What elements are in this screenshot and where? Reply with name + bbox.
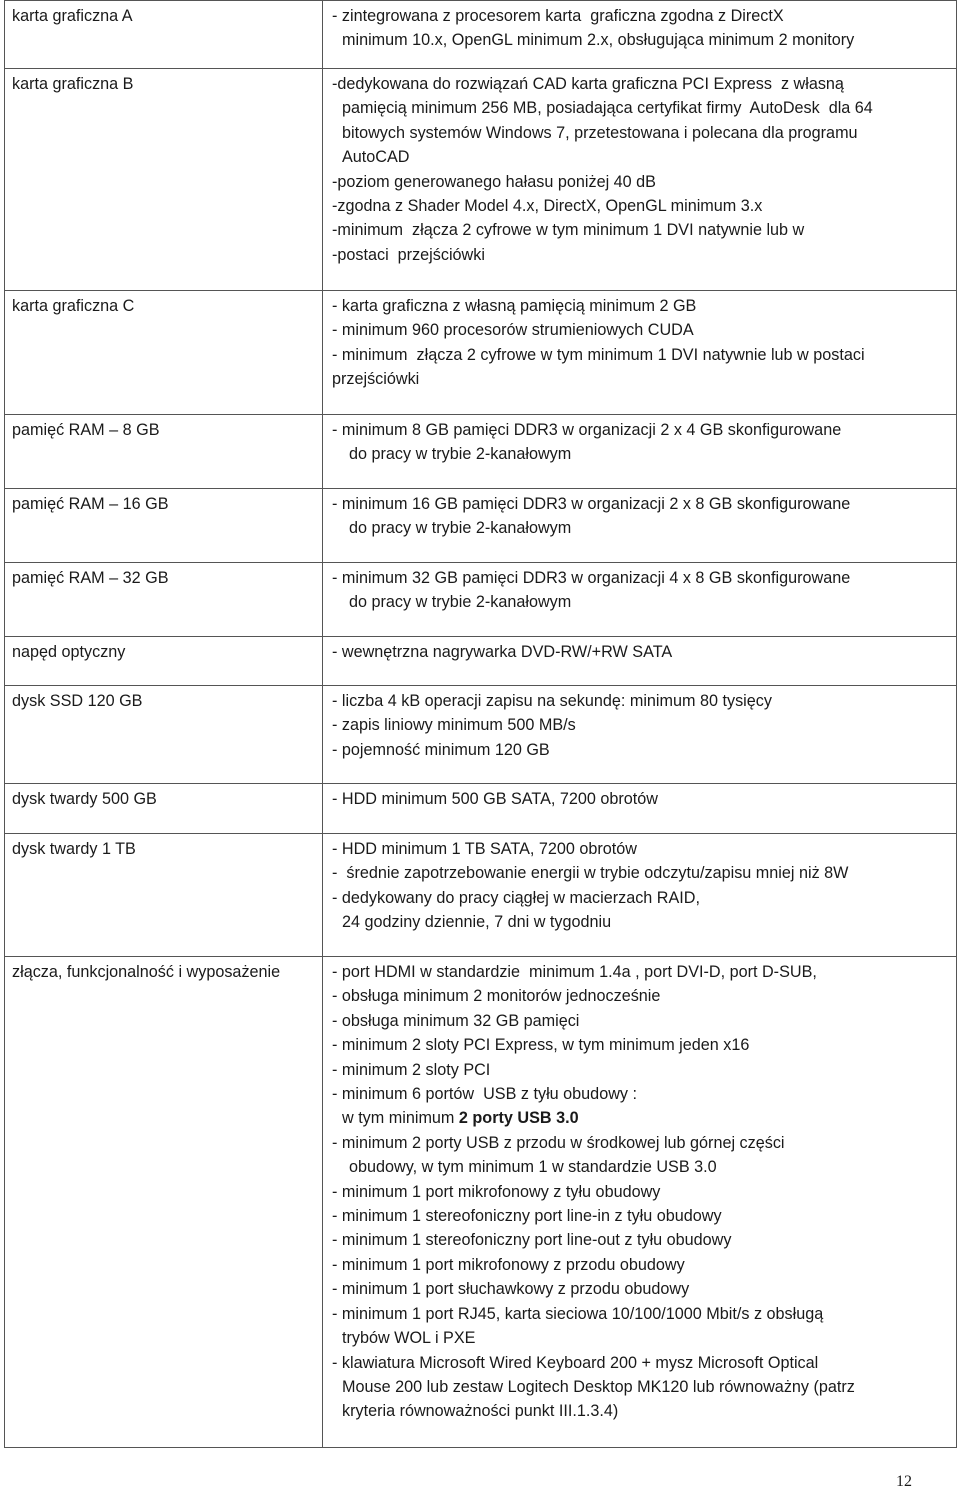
- spec-line: - minimum 1 port RJ45, karta sieciowa 10/100/1000 Mbit/s z obsługą: [332, 1304, 824, 1323]
- spec-value: [323, 686, 957, 784]
- spec-row-hdd-1tb: [5, 834, 957, 957]
- spec-line: AutoCAD: [342, 148, 410, 167]
- spec-row-ram-8: [5, 415, 957, 489]
- spec-line: - średnie zapotrzebowanie energii w trybie odczytu/zapisu mniej niż 8W: [332, 864, 849, 883]
- spec-value: [323, 834, 957, 957]
- spec-value: [323, 1, 957, 69]
- spec-line: - karta graficzna z własną pamięcią minimum 2 GB: [332, 297, 697, 315]
- spec-line: minimum 10.x, OpenGL minimum 2.x, obsługująca minimum 2 monitory: [342, 31, 855, 50]
- spec-label: karta graficzna C: [5, 291, 323, 415]
- spec-line: bitowych systemów Windows 7, przetestowana i polecana dla programu: [342, 123, 858, 142]
- spec-line: - HDD minimum 1 TB SATA, 7200 obrotów: [332, 840, 637, 858]
- spec-value: [323, 784, 957, 834]
- spec-line: do pracy w trybie 2-kanałowym: [349, 519, 572, 538]
- spec-line: - wewnętrzna nagrywarka DVD-RW/+RW SATA: [332, 643, 673, 661]
- spec-label: dysk twardy 1 TB: [5, 834, 323, 957]
- spec-line: - minimum 1 stereofoniczny port line-out z tyłu obudowy: [332, 1231, 732, 1250]
- spec-line: pamięcią minimum 256 MB, posiadająca certyfikat firmy AutoDesk dla 64: [342, 99, 873, 118]
- spec-line: Mouse 200 lub zestaw Logitech Desktop MK120 lub równoważny (patrz: [342, 1377, 855, 1396]
- spec-line: - minimum 1 port mikrofonowy z tyłu obudowy: [332, 1182, 661, 1201]
- spec-label: dysk twardy 500 GB: [5, 784, 323, 834]
- spec-line: -minimum złącza 2 cyfrowe w tym minimum 1 DVI natywnie lub w: [332, 221, 805, 240]
- spec-row-ram-16: [5, 489, 957, 563]
- spec-value: [323, 69, 957, 291]
- spec-line: - minimum 960 procesorów strumieniowych CUDA: [332, 321, 694, 340]
- spec-label: pamięć RAM – 8 GB: [5, 415, 323, 489]
- spec-line: - minimum 6 portów USB z tyłu obudowy :: [332, 1085, 637, 1104]
- spec-line: kryteria równoważności punkt III.1.3.4): [342, 1402, 619, 1421]
- spec-row-optical-drive: [5, 637, 957, 686]
- spec-label: złącza, funkcjonalność i wyposażenie: [5, 957, 323, 1448]
- spec-line: - obsługa minimum 32 GB pamięci: [332, 1011, 580, 1030]
- spec-line: - pojemność minimum 120 GB: [332, 740, 550, 759]
- spec-line: - minimum 32 GB pamięci DDR3 w organizacji 4 x 8 GB skonfigurowane: [332, 569, 851, 587]
- spec-row-hdd-500: [5, 784, 957, 834]
- spec-line: - minimum 8 GB pamięci DDR3 w organizacji 2 x 4 GB skonfigurowane: [332, 421, 842, 439]
- spec-line: do pracy w trybie 2-kanałowym: [349, 593, 572, 612]
- spec-value: [323, 563, 957, 637]
- spec-line: - minimum 1 stereofoniczny port line-in z tyłu obudowy: [332, 1207, 722, 1226]
- spec-line: - dedykowany do pracy ciągłej w macierzach RAID,: [332, 888, 700, 907]
- spec-row-graphics-b: [5, 69, 957, 291]
- spec-line: do pracy w trybie 2-kanałowym: [349, 445, 572, 464]
- spec-row-graphics-c: [5, 291, 957, 415]
- spec-row-ram-32: [5, 563, 957, 637]
- spec-value: [323, 291, 957, 415]
- spec-line: - klawiatura Microsoft Wired Keyboard 200 + mysz Microsoft Optical: [332, 1353, 819, 1372]
- spec-line: -dedykowana do rozwiązań CAD karta graficzna PCI Express z własną: [332, 75, 844, 93]
- spec-line: - liczba 4 kB operacji zapisu na sekundę: minimum 80 tysięcy: [332, 692, 772, 710]
- spec-line: - zintegrowana z procesorem karta graficzna zgodna z DirectX: [332, 7, 784, 25]
- spec-value: [323, 637, 957, 686]
- spec-line: - minimum 1 port mikrofonowy z przodu obudowy: [332, 1255, 685, 1274]
- spec-value: [323, 957, 957, 1448]
- spec-label: dysk SSD 120 GB: [5, 686, 323, 784]
- spec-line: - minimum 2 porty USB z przodu w środkowej lub górnej części: [332, 1133, 785, 1152]
- spec-line: - HDD minimum 500 GB SATA, 7200 obrotów: [332, 790, 658, 808]
- specification-table: [4, 0, 957, 1448]
- spec-label: pamięć RAM – 32 GB: [5, 563, 323, 637]
- spec-row-graphics-a: [5, 1, 957, 69]
- spec-line: 24 godziny dziennie, 7 dni w tygodniu: [342, 913, 612, 932]
- spec-value: [323, 415, 957, 489]
- spec-line: - minimum 2 sloty PCI: [332, 1060, 491, 1079]
- spec-line: [332, 1106, 950, 1130]
- spec-line: -zgodna z Shader Model 4.x, DirectX, OpenGL minimum 3.x: [332, 197, 763, 216]
- spec-line: - obsługa minimum 2 monitorów jednocześnie: [332, 987, 661, 1006]
- spec-label: pamięć RAM – 16 GB: [5, 489, 323, 563]
- spec-line-text: w tym minimum: [342, 1109, 459, 1128]
- spec-line: - minimum 1 port słuchawkowy z przodu obudowy: [332, 1280, 690, 1299]
- spec-label: napęd optyczny: [5, 637, 323, 686]
- spec-line: trybów WOL i PXE: [342, 1329, 476, 1348]
- spec-row-ports-features: [5, 957, 957, 1448]
- spec-line: -poziom generowanego hałasu poniżej 40 dB: [332, 172, 656, 191]
- spec-label: karta graficzna B: [5, 69, 323, 291]
- spec-line: - port HDMI w standardzie minimum 1.4a , port DVI-D, port D-SUB,: [332, 963, 817, 981]
- spec-line: - minimum złącza 2 cyfrowe w tym minimum 1 DVI natywnie lub w postaci: [332, 345, 865, 364]
- spec-line: obudowy, w tym minimum 1 w standardzie USB 3.0: [349, 1158, 717, 1177]
- spec-label: karta graficzna A: [5, 1, 323, 69]
- spec-line: -postaci przejściówki: [332, 245, 485, 264]
- spec-row-ssd: [5, 686, 957, 784]
- spec-line: - zapis liniowy minimum 500 MB/s: [332, 716, 576, 735]
- spec-line: - minimum 16 GB pamięci DDR3 w organizacji 2 x 8 GB skonfigurowane: [332, 495, 851, 513]
- spec-line: - minimum 2 sloty PCI Express, w tym minimum jeden x16: [332, 1036, 750, 1055]
- page-number: 12: [896, 1473, 912, 1490]
- spec-line-emphasis: 2 porty USB 3.0: [458, 1109, 579, 1128]
- spec-value: [323, 489, 957, 563]
- spec-line: przejściówki: [332, 370, 420, 389]
